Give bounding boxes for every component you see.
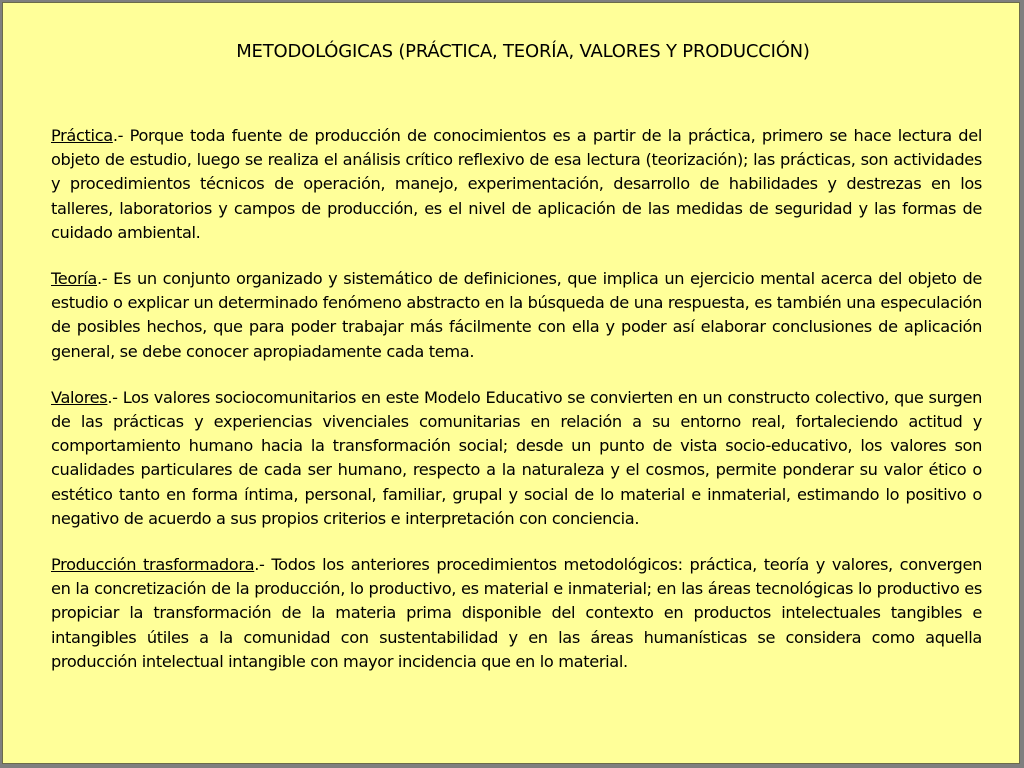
paragraph-valores <box>51 386 982 531</box>
definition-valores: .- Los valores sociocomunitarios en este Modelo Educativo se convierten en un constructo colectivo, que surgen de las prácticas y experiencias vivenciales comunitarias en relación a su entorno real, fortaleciendo actitud y comportamiento humano hacia la transformación social; desde un punto de vista socio-educativo, los valores son cualidades particulares de cada ser humano, respecto a la naturaleza y el cosmos, permite ponderar su valor ético o estético tanto en forma íntima, personal, familiar, grupal y social de lo material e inmaterial, estimando lo positivo o negativo de acuerdo a sus propios criterios e interpretación con conciencia. <box>51 387 982 528</box>
paragraph-teoria <box>51 267 982 364</box>
paragraph-practica <box>51 124 982 245</box>
term-produccion: Producción trasformadora <box>51 555 255 575</box>
slide <box>2 2 1020 764</box>
term-valores: Valores <box>51 387 108 407</box>
definition-teoria: .- Es un conjunto organizado y sistemático de definiciones, que implica un ejercicio mental acerca del objeto de estudio o explicar un determinado fenómeno abstracto en la búsqueda de una respuesta, es también una especulación de posibles hechos, que para poder trabajar más fácilmente con ella y poder así elaborar conclusiones de aplicación general, se debe conocer apropiadamente cada tema. <box>51 269 982 361</box>
slide-body <box>51 124 982 696</box>
term-practica: Práctica <box>51 126 113 145</box>
paragraph-produccion <box>51 553 982 674</box>
slide-title: METODOLÓGICAS (PRÁCTICA, TEORÍA, VALORES Y PRODUCCIÓN) <box>236 41 810 62</box>
definition-practica: .- Porque toda fuente de producción de conocimientos es a partir de la práctica, primero se hace lectura del objeto de estudio, luego se realiza el análisis crítico reflexivo de esa lectura (teorización); las prácticas, son actividades y procedimientos técnicos de operación, manejo, experimentación, desarrollo de habilidades y destrezas en los talleres, laboratorios y campos de producción, es el nivel de aplicación de las medidas de seguridad y las formas de cuidado ambiental. <box>51 126 982 242</box>
definition-produccion: .- Todos los anteriores procedimientos metodológicos: práctica, teoría y valores, convergen en la concretización de la producción, lo productivo, es material e inmaterial; en las áreas tecnológicas lo productivo es propiciar la transformación de la materia prima disponible del contexto en productos intelectuales tangibles e intangibles útiles a la comunidad con sustentabilidad y en las áreas humanísticas se considera como aquella producción intelectual intangible con mayor incidencia que en lo material. <box>51 555 982 671</box>
term-teoria: Teoría <box>51 269 97 289</box>
